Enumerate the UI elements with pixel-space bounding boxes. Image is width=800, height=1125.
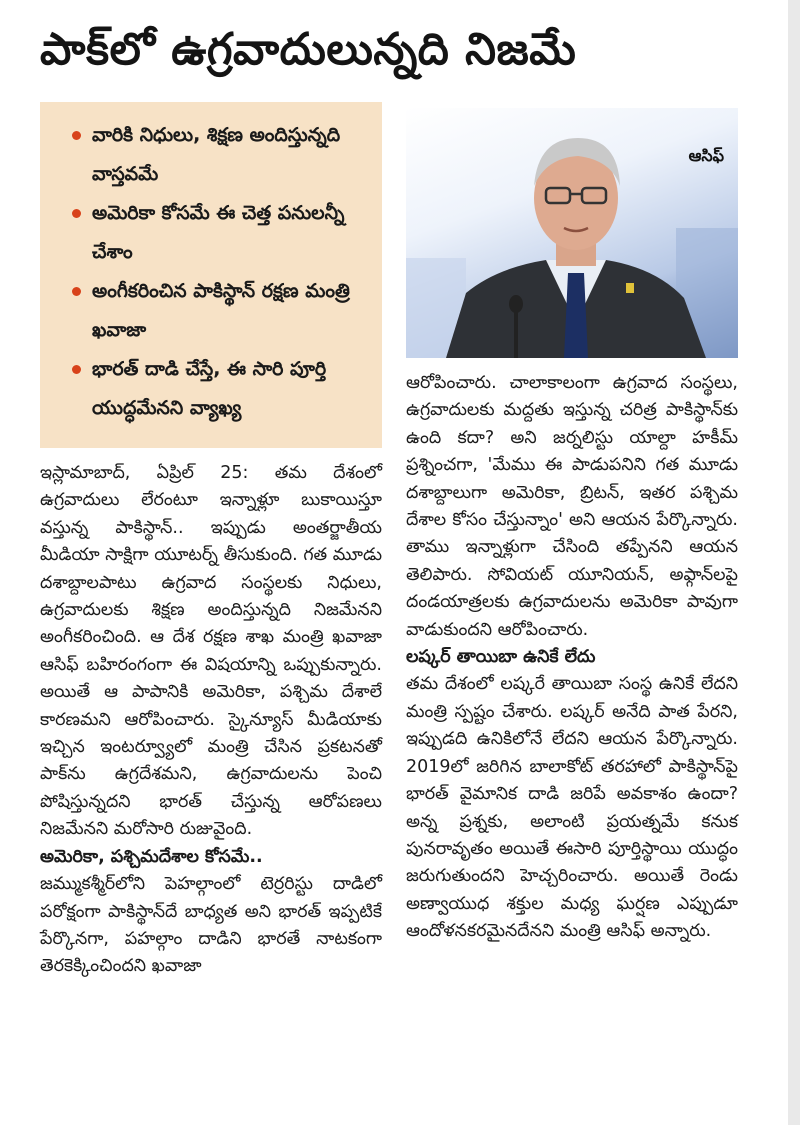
highlight-text: అంగీకరించిన పాకిస్థాన్ రక్షణ మంత్రి ఖవాజా — [92, 280, 350, 341]
bullet-icon — [72, 287, 81, 296]
highlight-item — [70, 194, 370, 272]
bullet-icon — [72, 131, 81, 140]
article-paragraph: తమ దేశంలో లష్కరే తాయిబా సంస్థ ఉనికే లేదని మంత్రి స్పష్టం చేశారు. లష్కర్ అనేది పాత పేరని, ఇప్పుడది ఉనికిలోనే లేదని ఆయన పేర్కొన్నారు. 2019లో జరిగిన బాలాకోట్ తరహాలో పాకిస్థాన్‌పై భారత్ వైమానిక దాడి జరిపే అవకాశం ఉందా? అన్న ప్రశ్నకు, అలాంటి ప్రయత్నమే కనుక పునరావృతం అయితే ఈసారి పూర్తిస్థాయి యుద్ధం జరుగుతుందని హెచ్చరించారు. అయితే రెండు అణ్వాయుధ శక్తుల మధ్య ఘర్షణ ఎప్పుడూ ఆందోళనకరమైనదేనని మంత్రి ఆసిఫ్ అన్నారు. — [406, 674, 738, 942]
page-edge-strip — [788, 0, 800, 1125]
article-subhead: అమెరికా, పశ్చిమదేశాల కోసమే.. — [40, 846, 263, 867]
highlight-item — [70, 116, 370, 194]
headline: పాక్‌లో ఉగ్రవాదులున్నది నిజమే — [40, 24, 577, 75]
bullet-icon — [72, 209, 81, 218]
photo-caption: ఆసిఫ్ — [688, 146, 724, 165]
bullet-icon — [72, 365, 81, 374]
highlight-text: వారికి నిధులు, శిక్షణ అందిస్తున్నది వాస్తవమే — [92, 124, 341, 185]
highlight-text: అమెరికా కోసమే ఈ చెత్త పనులన్నీ చేశాం — [92, 202, 345, 263]
article-column-left — [40, 460, 382, 981]
highlight-text: భారత్ దాడి చేస్తే, ఈ సారి పూర్తి యుద్ధమేనని వ్యాఖ్య — [92, 358, 327, 419]
article-paragraph: ఇస్లామాబాద్, ఏప్రిల్ 25: తమ దేశంలో ఉగ్రవాదులు లేరంటూ ఇన్నాళ్లూ బుకాయిస్తూ వస్తున్న పాకిస్థాన్.. ఇప్పుడు అంతర్జాతీయ మీడియా సాక్షిగా యూటర్న్ తీసుకుంది. గత మూడు దశాబ్దాలపాటు ఉగ్రవాద సంస్థలకు నిధులు, ఉగ్రవాదులకు శిక్షణ అందిస్తున్నది నిజమేనని అంగీకరించింది. ఆ దేశ రక్షణ శాఖ మంత్రి ఖవాజా ఆసిఫ్ బహిరంగంగా ఈ విషయాన్ని ఒప్పుకున్నారు. అయితే ఆ పాపానికి అమెరికా, పశ్చిమ దేశాలే కారణమని ఆరోపించారు. స్కైన్యూస్ మీడియాకు ఇచ్చిన ఇంటర్వ్యూలో మంత్రి చేసిన ప్రకటనతో పాక్‌ను ఉగ్రదేశమని, ఉగ్రవాదులను పెంచి పోషిస్తున్నదని భారత్ చేస్తున్న ఆరోపణలు నిజమేనని మరోసారి రుజువైంది. — [40, 463, 382, 840]
highlight-item — [70, 350, 370, 428]
article-paragraph: జమ్ముకశ్మీర్‌లోని పెహల్గాంలో టెర్రరిస్టు దాడిలో పరోక్షంగా పాకిస్థాన్‌దే బాధ్యత అని భారత్ ఇప్పటికే పేర్కొనగా, పహల్గాం దాడిని భారతే నాటకంగా తెరకెక్కించిందని ఖవాజా — [40, 874, 382, 977]
news-photo — [406, 108, 738, 358]
article-subhead: లష్కర్ తాయిబా ఉనికే లేదు — [406, 647, 596, 668]
article-column-right — [406, 370, 738, 946]
highlights-list — [70, 116, 370, 428]
highlight-item — [70, 272, 370, 350]
highlights-box — [40, 102, 382, 448]
article-paragraph: ఆరోపించారు. చాలాకాలంగా ఉగ్రవాద సంస్థలు, ఉగ్రవాదులకు మద్దతు ఇస్తున్న చరిత్ర పాకిస్థాన్‌కు ఉంది కదా? అని జర్నలిస్టు యాల్దా హకీమ్ ప్రశ్నించగా, 'మేము ఈ పాడుపనిని గత మూడు దశాబ్దాలుగా అమెరికా, బ్రిటన్, ఇతర పశ్చిమ దేశాల కోసం చేస్తున్నాం' అని ఆయన పేర్కొన్నారు. తాము ఇన్నాళ్లుగా చేసింది తప్పేనని ఆయన తెలిపారు. సోవియట్ యూనియన్, అఫ్గాన్‌లపై దండయాత్రలకు ఉగ్రవాదులను అమెరికా పావుగా వాడుకుందని ఆరోపించారు. — [406, 373, 738, 640]
